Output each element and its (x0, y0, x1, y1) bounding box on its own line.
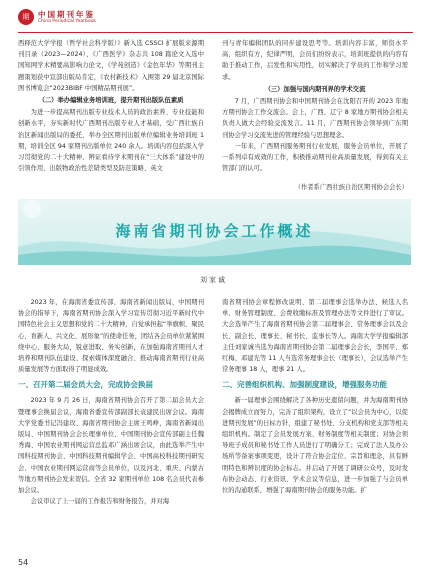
yearbook-title: 中国期刊年鉴 (38, 10, 95, 19)
section-title: 二、完善组织机构、加强制度建设，增强服务功能 (222, 380, 387, 390)
section-subheading: （二）举办编辑业务培训班，提升期刊出版队伍素质 (38, 97, 184, 105)
bottom-right-column (222, 297, 408, 496)
article-author: 刘家诚 (200, 276, 227, 284)
header-divider (18, 32, 413, 33)
paragraph: 2023 年 9 月 26 日，海南省期刊协会召开了第二届会员大会暨理事会换届会议，海南省委宣传部副部长袁建民出席会议。海南大学党委书记冯建玫、海南省期刊协会主席王鸣峥，海南省新闻出版局、中国期刊协会会长理事单位、中国期刊协会宣传部副主任魏秀海、中国农业期刊网运营总监邓广涵出席会议，由此选举产生中国科技期刊协会、中国科技期刊编辑学会、中国高校科技期刊研究会、中国农业期刊网运营商等会员单位，以及河北、重庆、内蒙古等地方期刊协会发来贺信。全省 32 家期刊单位 108 名会员代表参加会议。 (18, 397, 204, 495)
author-note: （作者系广西壮族自治区期刊协会会长） (294, 184, 408, 192)
paragraph: 西释范大学学报（哲学社会科学版）》新入选 CSSCI 扩展版来源期刊目录（2023—2024），《广西医学》杂志共 108 篇论文入选中国知网学术精要高影响力论文，《学苑创造》《金色年华》等期刊主题策划获中宣部出版局肯定，《农村新技术》入围第 29 届北京国际图书博览会“2023BIBF 中国精品期刊展”。 (18, 40, 204, 92)
article-title: 海南省期刊协会工作概述 (115, 222, 314, 240)
paragraph: 一年来，广西期刊服务期刊行业发展，服务会员单位，开展了一系列卓有成效的工作，积极推动期刊业高质量发展，得到有关主管部门的认可。 (222, 142, 408, 173)
paragraph: 7 月，广西期刊协会和中国期刊协会在沈阳召开的 2023 年地方期刊协会工作交流会。会上，广西、辽宁 8 家地方期刊协会相关负责人做大会经验交流发言。11 月，广西期刊协会领导到广东期刊协会学习交流先进的管理经验与思想理念。 (222, 98, 408, 139)
paragraph: 2023 年，在海南省委宣传部、海南省新闻出版局、中国期刊协会的指导下，海南省期刊协会深入学习宣传贯彻习近平新时代中国特色社会主义思想和党的二十大精神，自觉承担起“举旗帜、聚民心、育新人、兴文化、展形象”的使命任务，团结各会员单位紧紧围绕中心、服务大局，锐意进取、务实创新，在加强海南省期刊人才培养和期刊队伍建设、探索媒体深度融合、推动海南省期刊行业高质量发展等方面取得了明显成效。 (18, 299, 204, 374)
section-title: 一、召开第二届会员大会，完成协会换届 (18, 380, 153, 390)
bottom-left-column (18, 297, 204, 507)
paragraph: 南省期刊协会章程修改说明、第二届理事会选举办法、候选人名单、财务管理制度、会费收缴标准及管理办法等文件进行了审议。大会选举产生了海南省期刊协会第二届理事会、常务理事会以及会长、副会长、理事长、秘书长、监事长等人。海南大学学报编辑部主任刘家诚当选为海南省期刊协会第二届理事会会长，李国平、郑红梅、邓建光等 11 人当选常务理事会长（理事长），会议选举产生常务理事 18 人，理事 21 人。 (222, 299, 408, 374)
page-header (18, 8, 413, 32)
paragraph: 新一届理事会围绕解决了各种历史遗留问题，并为海南期刊协会揭牌成立而努力，完善了组织架构，设立了“以会员为中心，以促进期刊发展”的日标方针，组建了秘书处、分支机构和党支部等相关组织机构。制定了会员发展方案、财务制度等相关制度；对协会领导班子成员和秘书处工作人员进行了明确分工；完成了法人及办公场所等备案事项变更，设计了符合协会定位、宗旨和理念，具有鲜明特色和辨识度的协会标志。并启动了开展了调研公众号，及时发布协会动态、行业资讯、学术会议等信息，进一步加强了与会员单位的沟通联系，增强了海南期刊协会的服务功能。扩 (222, 397, 408, 495)
paragraph: 刊与青年编辑团队的同步建设思考等。培训内容丰富，师资水平高，组织有方，纪律严明，会员们纷纷表示，培训班提供的内容有助于推动工作，启发性和实用性，切实解决了学员的工作和学习需求。 (222, 40, 408, 81)
article-banner (18, 199, 411, 265)
top-right-column (222, 38, 408, 194)
yearbook-logo-icon: 期 (18, 9, 34, 25)
paragraph: 为进一步提高期刊出版专业技术人员的政治素养、专业技能和创新水平，夯实新时代广西期刊出版专业人才基础，受广西壮族自治区新闻出版局的委托，举办全区期刊出版单位编辑业务培训班 1 期，培训全区 94 家期刊出版单位 240 余人。培训内容包括深入学习贯彻党的二十大精神、辨证看待学术期刊在“三大体系”建设中的引领作用、出版物政治性差错类型及防范策略、英文 (18, 109, 204, 173)
paragraph: 会议审议了上一届的工作报告和财务报告，并对海 (30, 498, 170, 506)
section-subheading: （三）加强与国内期刊界的学术交流 (264, 85, 366, 93)
top-left-column (18, 38, 204, 174)
page-number: 54 (18, 558, 29, 567)
yearbook-title-en: China Periodical Yearbook (38, 19, 96, 24)
